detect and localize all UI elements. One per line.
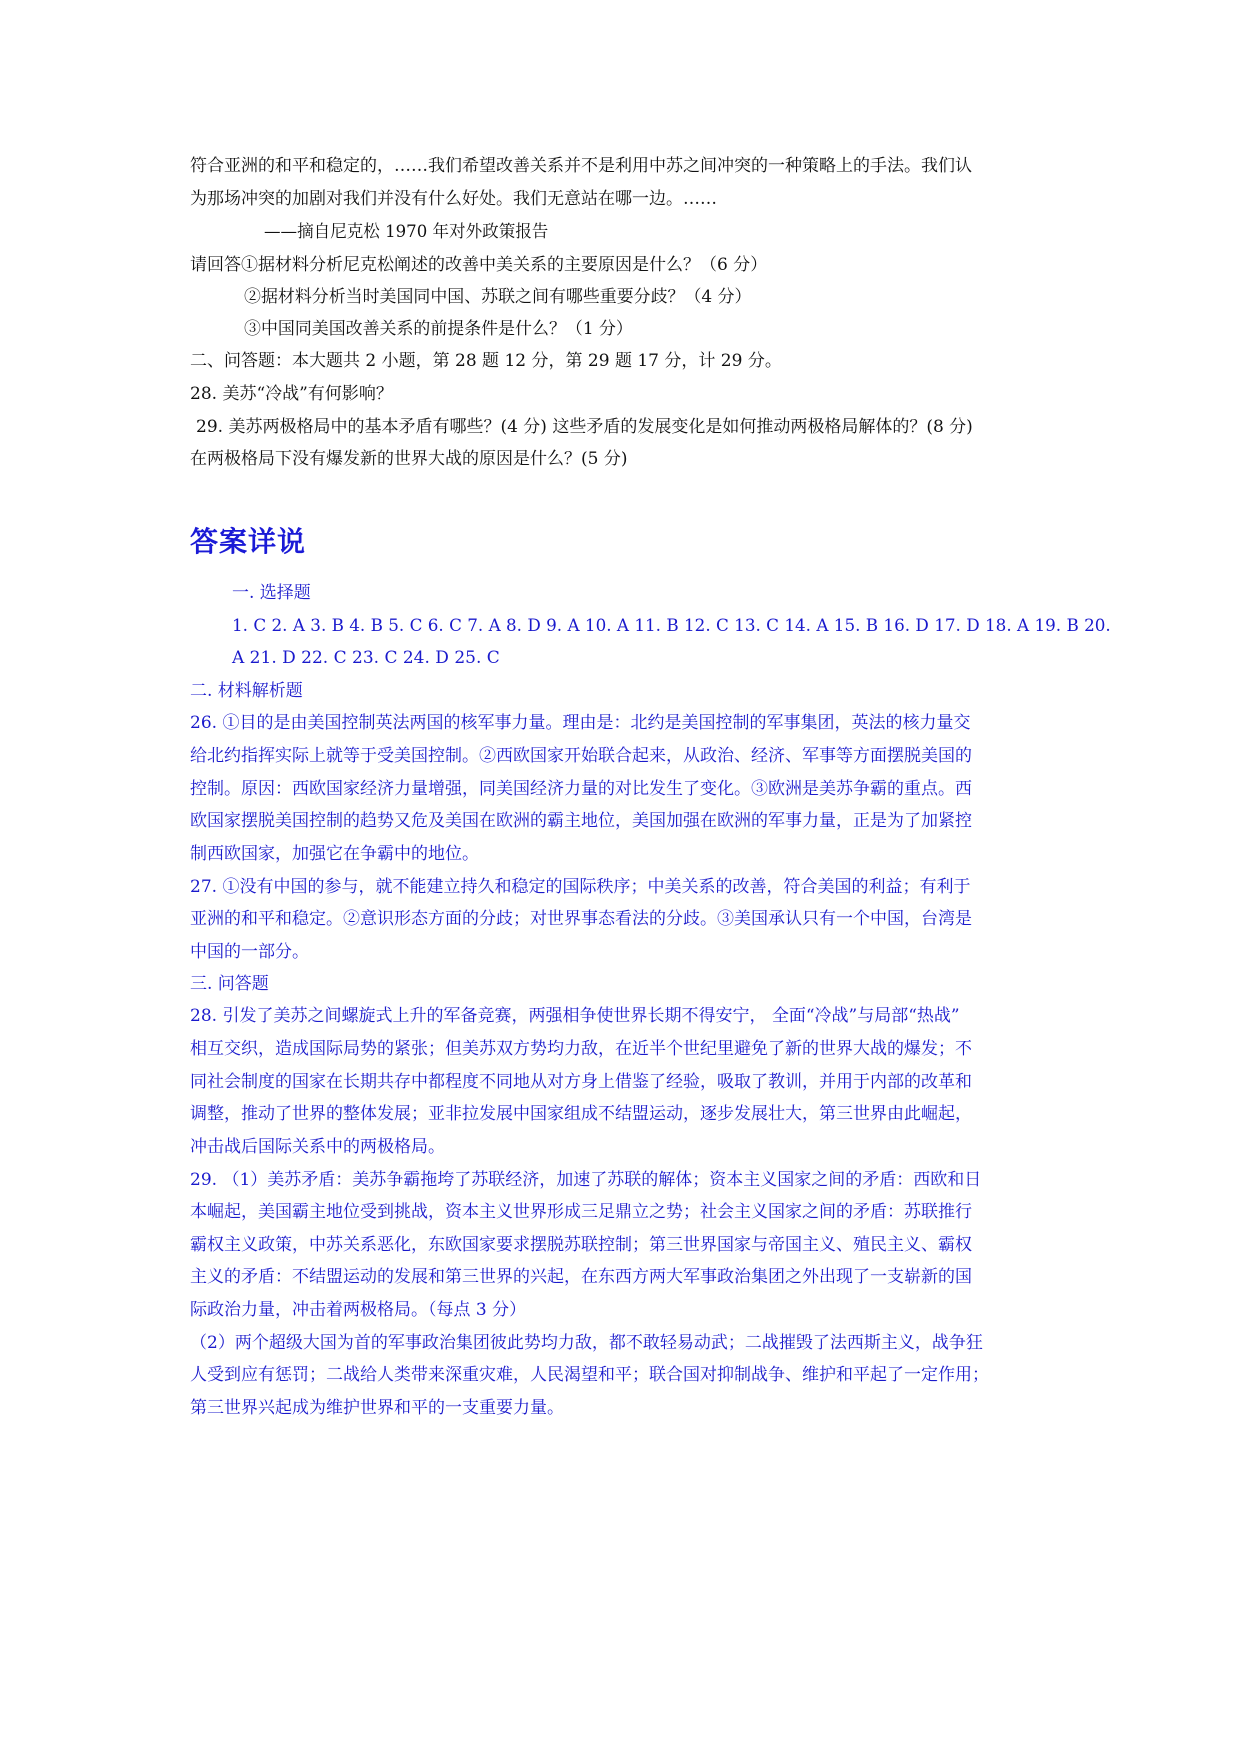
section-2-title: 二、问答题：本大题共 2 小题，第 28 题 12 分，第 29 题 17 分，计 29 分。 (190, 351, 782, 371)
choice-answers-line: 1. C 2. A 3. B 4. B 5. C 6. C 7. A 8. D 9. A 10. A 11. B 12. C 13. C 14. A 15. B 16. D 17. D 18. A 19. B 20. (232, 616, 1111, 636)
answer-26-line: 控制。原因：西欧国家经济力量增强，同美国经济力量的对比发生了变化。③欧洲是美苏争霸的重点。西 (190, 779, 972, 799)
question-27-part-2: ②据材料分析当时美国同中国、苏联之间有哪些重要分歧？（4 分） (244, 287, 752, 307)
answer-29-line: （2）两个超级大国为首的军事政治集团彼此势均力敌，都不敢轻易动武；二战摧毁了法西斯主义，战争狂 (190, 1333, 983, 1353)
question-27-part-3: ③中国同美国改善关系的前提条件是什么？（1 分） (244, 319, 633, 339)
answer-29-line: 主义的矛盾：不结盟运动的发展和第三世界的兴起，在东西方两大军事政治集团之外出现了一支崭新的国 (190, 1267, 972, 1287)
answer-26-line: 给北约指挥实际上就等于受美国控制。②西欧国家开始联合起来，从政治、经济、军事等方面摆脱美国的 (190, 746, 972, 766)
answer-27-line: 亚洲的和平和稳定。②意识形态方面的分歧；对世界事态看法的分歧。③美国承认只有一个中国，台湾是 (190, 909, 972, 929)
question-29-line: 在两极格局下没有爆发新的世界大战的原因是什么？(5 分) (190, 449, 628, 469)
material-source: ——摘自尼克松 1970 年对外政策报告 (264, 222, 549, 242)
answer-29-line: 人受到应有惩罚；二战给人类带来深重灾难，人民渴望和平；联合国对抑制战争、维护和平起了一定作用； (190, 1365, 989, 1385)
answer-29-line: 霸权主义政策，中苏关系恶化，东欧国家要求摆脱苏联控制；第三世界国家与帝国主义、殖民主义、霸权 (190, 1235, 972, 1255)
answer-28-line: 同社会制度的国家在长期共存中都程度不同地从对方身上借鉴了经验，吸取了教训，并用于内部的改革和 (190, 1072, 972, 1092)
answers-heading: 答案详说 (190, 525, 307, 558)
answer-28-line: 调整，推动了世界的整体发展；亚非拉发展中国家组成不结盟运动，逐步发展壮大，第三世界由此崛起， (190, 1104, 972, 1124)
answer-26-line: 制西欧国家，加强它在争霸中的地位。 (190, 844, 479, 864)
answer-27-line: 27. ①没有中国的参与，就不能建立持久和稳定的国际秩序；中美关系的改善，符合美国的利益；有利于 (190, 877, 971, 897)
answer-28-line: 冲击战后国际关系中的两极格局。 (190, 1137, 445, 1157)
answer-29-line: 本崛起，美国霸主地位受到挑战，资本主义世界形成三足鼎立之势；社会主义国家之间的矛盾：苏联推行 (190, 1202, 972, 1222)
question-28: 28. 美苏“冷战”有何影响？ (190, 384, 393, 404)
answer-29-line: 29. （1）美苏矛盾：美苏争霸拖垮了苏联经济，加速了苏联的解体；资本主义国家之间的矛盾：西欧和日 (190, 1170, 982, 1190)
material-text-line: 为那场冲突的加剧对我们并没有什么好处。我们无意站在哪一边。…… (190, 189, 717, 209)
material-text-line: 符合亚洲的和平和稳定的，……我们希望改善关系并不是利用中苏之间冲突的一种策略上的手法。我们认 (190, 156, 972, 176)
question-27-part-1: 请回答①据材料分析尼克松阐述的改善中美关系的主要原因是什么？（6 分） (190, 255, 768, 275)
material-section-title: 二. 材料解析题 (190, 681, 303, 701)
answer-29-line: 第三世界兴起成为维护世界和平的一支重要力量。 (190, 1398, 564, 1418)
choice-answers-line: A 21. D 22. C 23. C 24. D 25. C (232, 648, 500, 668)
answer-26-line: 欧国家摆脱美国控制的趋势又危及美国在欧洲的霸主地位，美国加强在欧洲的军事力量，正是为了加紧控 (190, 811, 972, 831)
choice-section-title: 一. 选择题 (232, 583, 311, 603)
answer-27-line: 中国的一部分。 (190, 942, 309, 962)
answer-29-line: 际政治力量，冲击着两极格局。（每点 3 分） (190, 1300, 527, 1320)
answer-28-line: 28. 引发了美苏之间螺旋式上升的军备竞赛，两强相争使世界长期不得安宁， 全面“冷战”与局部“热战” (190, 1006, 960, 1026)
answer-26-line: 26. ①目的是由美国控制英法两国的核军事力量。理由是：北约是美国控制的军事集团，英法的核力量交 (190, 713, 971, 733)
answer-28-line: 相互交织，造成国际局势的紧张；但美苏双方势均力敌，在近半个世纪里避免了新的世界大战的爆发；不 (190, 1039, 972, 1059)
qa-section-title: 三. 问答题 (190, 974, 269, 994)
question-29-line: 29. 美苏两极格局中的基本矛盾有哪些？(4 分) 这些矛盾的发展变化是如何推动两极格局解体的？(8 分) (196, 417, 973, 437)
